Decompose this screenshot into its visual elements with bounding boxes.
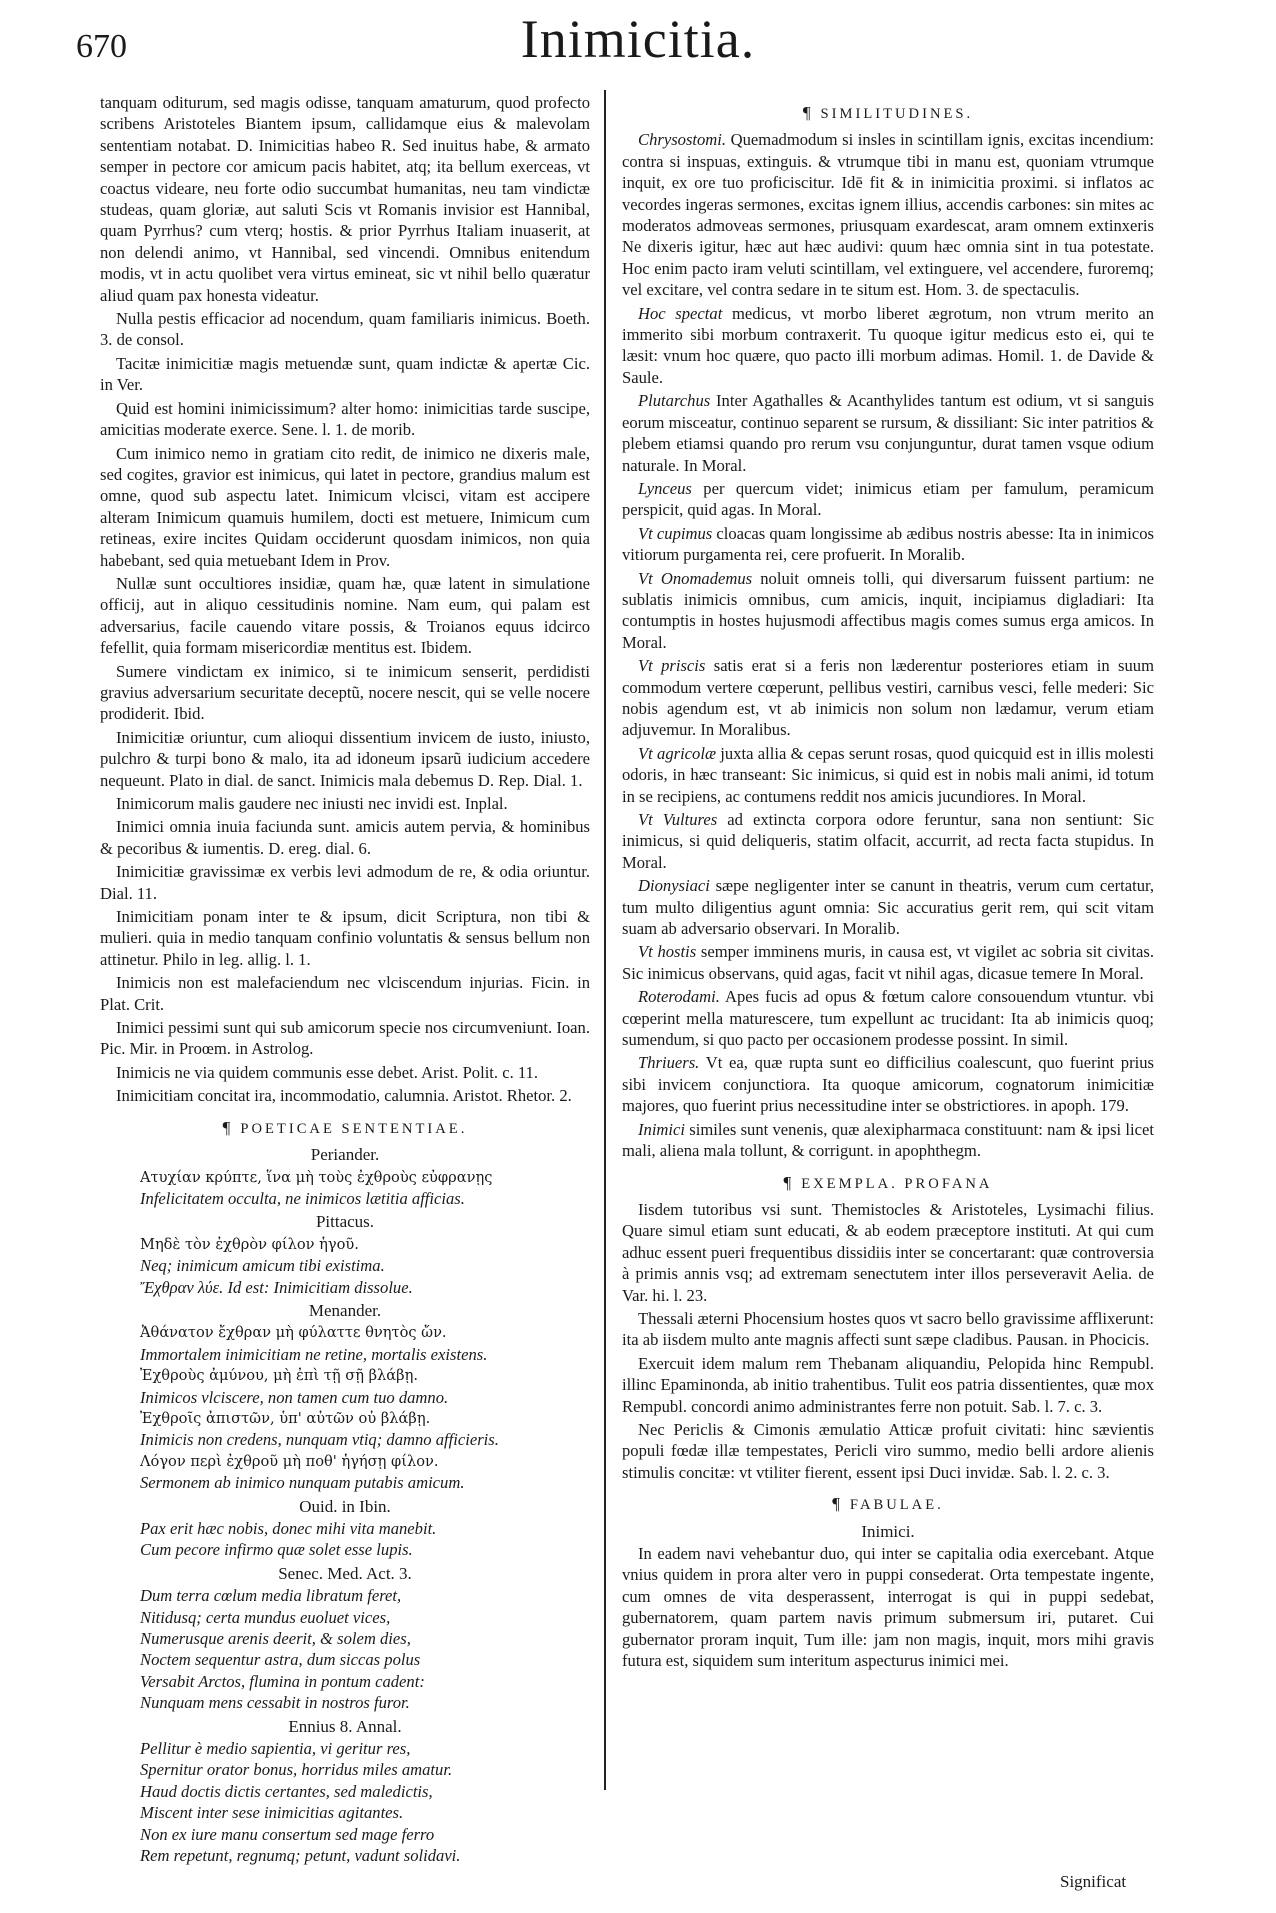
quote-paragraph: Inimici pessimi sunt qui sub amicorum specie nos circumveniunt. Ioan. Pic. Mir. in Proœm. in Astrolog.	[100, 1018, 590, 1059]
similitude-text: Apes fucis ad opus & fœtum calore consouendum vtuntur. vbi cœperint mella maturescere, tum expellunt ac trucidant: Ita ab inimicis quoq; sumendum, si quo pacto per occasionem prodesse possint. In simil.	[622, 987, 1154, 1050]
similitude-paragraph	[622, 303, 1154, 389]
verse-line: Infelicitatem occulta, ne inimicos lætitia afficias.	[140, 1188, 465, 1208]
similitude-paragraph	[622, 390, 1154, 476]
similitude-lead: Vt Onomademus	[638, 568, 753, 588]
greek-verse-line: Ἀθάνατον ἔχθραν μὴ φύλαττε θνητὸς ὤν.	[140, 1324, 447, 1342]
verse-line: Dum terra cœlum media libratum feret,	[140, 1586, 402, 1606]
quote-paragraph: Inimicis ne via quidem communis esse debet. Arist. Polit. c. 11.	[116, 1062, 539, 1082]
similitude-lead: Inimici	[638, 1119, 686, 1139]
similitude-text: per quercum videt; inimicus etiam per famulum, peramicum perspicit, quid agas. In Moral.	[622, 478, 1154, 520]
similitude-paragraph	[622, 809, 1154, 873]
similitudines-list	[622, 129, 1154, 1161]
similitude-paragraph	[622, 875, 1154, 939]
fabula-subtitle: Inimici.	[861, 1521, 915, 1541]
similitude-lead: Vt hostis	[638, 942, 697, 962]
similitude-text: Quemadmodum si insles in scintillam ignis, excitas incendium: contra si inspuas, extinguis. & vtrumque tibi in manu est, quoniam vtrumque inquit, ex ore tuo proficiscitur. Idē fit & in inimicitia proximi. si inflatos ac vecordes ingeras sermones, excitas ignem illius, accendis carbones: sin mites ac moderatos admoveas sermones, priusquam exardescat, aram omnem extinxeris Ne dixeris igitur, hæc aut hæc audivi: quum hæc omnia sint in tua potestate. Hoc enim pacto iram veluti scintillam, vel extinguere, vel accendere, furoremq; vel excitare, vel contra sedare in te situm est. Hom. 3. de spectaculis.	[622, 130, 1154, 300]
poet-name: Periander.	[310, 1145, 380, 1165]
verse-line: Rem repetunt, regnumq; petunt, vadunt solidavi.	[140, 1846, 461, 1866]
exempla-list	[622, 1199, 1154, 1483]
similitude-paragraph	[622, 655, 1154, 741]
verse-line: Noctem sequentur astra, dum siccas polus	[140, 1650, 421, 1670]
paragraph-mark-icon: ¶	[802, 103, 811, 122]
quote-paragraph: Nulla pestis efficacior ad nocendum, quam familiaris inimicus. Boeth. 3. de consol.	[100, 309, 590, 350]
quote-paragraph: Inimicitiæ gravissimæ ex verbis levi admodum de re, & odia oriuntur. Dial. 11.	[100, 862, 590, 903]
similitude-paragraph	[622, 478, 1154, 521]
quote-paragraph: Inimici omnia inuia faciunda sunt. amicis autem pervia, & hominibus & pecoribus & iumentis. D. ereg. dial. 6.	[100, 817, 590, 858]
similitude-text: noluit omneis tolli, qui diversarum fuissent partium: ne sublatis inimicis omnibus, cum amicis, inquit, incipiamus digladiari: Ita contumptis in hostes hujusmodi affectibus magis comes sumus erga amicos. In Moral.	[622, 568, 1154, 652]
similitude-lead: Vt priscis	[638, 656, 706, 676]
similitude-lead: Plutarchus	[638, 391, 711, 411]
quote-paragraph: Inimicis non est malefaciendum nec vlciscendum injurias. Ficin. in Plat. Crit.	[100, 973, 590, 1014]
quote-paragraph: Tacitæ inimicitiæ magis metuendæ sunt, quam indictæ & apertæ Cic. in Ver.	[100, 353, 590, 395]
verse-line: Nitidusq; certa mundus euoluet vices,	[140, 1607, 391, 1627]
similitude-text: semper imminens muris, in causa est, vt vigilet ac sobria sit civitas. Sic inimicus observans, quid agas, facit vt nihil agas, dicasue temere In Moral.	[622, 942, 1155, 983]
similitude-text: medicus, vt morbo liberet ægrotum, non vtrum merito an immerito sibi morbum contraxerit. Tu quoque igitur medicus esto ei, qui te læsit: vnum hoc quære, quo pacto illi morbum adimas. Homil. 1. de Davide & Saule.	[622, 303, 1154, 387]
similitude-text: Inter Agathalles & Acanthylides tantum est odium, vt si sanguis eorum misceatur, continuo separent se rursum, & dissiliant: Sic inter patritios & plebem etiamsi quando pro rerum vsu conjunguntur, durat tamen vsque odium naturale. In Moral.	[622, 391, 1154, 475]
similitude-paragraph	[622, 1119, 1154, 1162]
similitude-paragraph	[622, 743, 1154, 807]
similitude-text: ad extincta corpora odore feruntur, sana non sentiunt: Sic inimicus, si quid deliqueris, statim olfacit, accurrit, ad recta facta stupidus. In Moral.	[622, 810, 1154, 872]
similitudines-heading: ¶ SIMILITUDINES.	[802, 103, 974, 122]
exemplum-paragraph: Nec Periclis & Cimonis æmulatio Atticæ profuit civitati: hinc sævientis populi fœdæ illæ tempestates, Pericli viro summo, medio belli ardore alienis stimulis concitæ: vt vtiliter fierent, essent ipsi Duci invidæ. Sab. l. 2. c. 3.	[622, 1419, 1154, 1482]
verse-line: Sermonem ab inimico nunquam putabis amicum.	[140, 1473, 465, 1493]
similitude-lead: Hoc spectat	[638, 303, 723, 323]
poet-name: Menander.	[308, 1300, 382, 1320]
similitude-lead: Thriuers.	[638, 1053, 700, 1073]
similitude-text: satis erat si a feris non læderentur posteriores etiam in suum commodum vertere cœperunt, pellibus vestiri, carnibus vesci, felle mederi: Sic nobis agendum est, vt ab inimicis non solum non lædamur, verum etiam adjuvemur. In Moralibus.	[622, 656, 1154, 740]
verse-line: Spernitur orator bonus, horridus miles amatur.	[140, 1760, 453, 1780]
similitude-lead: Vt cupimus	[638, 523, 713, 543]
paragraph-mark-icon: ¶	[783, 1172, 792, 1192]
left-paragraphs	[100, 92, 590, 1107]
poet-name: Ouid. in Ibin.	[299, 1496, 391, 1516]
quote-paragraph: Inimicitiam ponam inter te & ipsum, dicit Scriptura, non tibi & mulieri. quia in medio tanquam confinio voluntatis & sensus bellum non attinetur. Philo in leg. allig. l. 1.	[100, 907, 590, 969]
similitude-lead: Vt Vultures	[638, 810, 718, 829]
page-number: 670	[76, 28, 127, 65]
verse-line: Cum pecore infirmo quæ solet esse lupis.	[140, 1540, 413, 1560]
fabula-text: In eadem navi vehebantur duo, qui inter se capitalia odia exercebant. Atque vnius quidem in prora alter vero in puppi consederat. Orta tempestate ingente, cum omnes de vita desperassent, interrogat is qui in puppi sedebat, gubernatorem, quam partem navis primum submersum iri, putaret. Cui gubernator proram inquit, Tum ille: jam non magis, inquit, mors mihi gravis futura est, siquidem sum interitum aspecturus inimici mei.	[622, 1544, 1154, 1671]
column-rule	[604, 90, 606, 1790]
exemplum-paragraph: Exercuit idem malum rem Thebanam aliquandiu, Pelopida hinc Rempubl. illinc Epaminonda, ab initio trahentibus. Tulit eos patria dissentientes, quæ mox Rempubl. concordi animo administrantes ferre non potuit. Sab. l. 7. c. 3.	[622, 1353, 1154, 1416]
quote-paragraph: Quid est homini inimicissimum? alter homo: inimicitias tarde suscipe, amicitias moderate exerce. Sene. l. 1. de morib.	[100, 398, 590, 440]
poet-name: Pittacus.	[315, 1212, 375, 1232]
similitude-text: sæpe negligenter inter se canunt in theatris, verum cum certatur, tum multo diligentius agunt omnia: Sic accuratius gerit rem, qui scit vitam suam ab adversario observari. In Moralib.	[622, 876, 1154, 939]
greek-verse-line: Ἐχθροὺς ἀμύνου, μὴ ἐπὶ τῇ σῇ βλάβῃ.	[140, 1367, 418, 1385]
poet-name: Senec. Med. Act. 3.	[278, 1563, 412, 1583]
greek-verse-line: Ατυχίαν κρύπτε, ἵνα μὴ τοὺς ἐχθροὺς εὐφρανῃς	[140, 1168, 493, 1186]
verse-line: Pax erit hæc nobis, donec mihi vita manebit.	[140, 1519, 437, 1538]
similitude-paragraph	[622, 568, 1154, 654]
verse-line: Miscent inter sese inimicitias agitantes.	[140, 1803, 404, 1823]
verse-line: Inimicos vlciscere, non tamen cum tuo damno.	[140, 1387, 449, 1407]
poetic-heading: ¶ POETICAE SENTENTIAE.	[222, 1117, 468, 1137]
verse-line: Ἔχθραν λύε. Id est: Inimicitiam dissolue.	[140, 1277, 413, 1297]
verse-line: Non ex iure manu consertum sed mage ferro	[140, 1824, 435, 1844]
greek-verse-line: Ἐχθροῖς ἀπιστῶν, ὑπ' αὐτῶν οὐ βλάβῃ.	[140, 1409, 431, 1427]
left-column	[100, 92, 590, 1867]
similitude-text: similes sunt venenis, quæ alexipharmaca constituunt: nam & ipsi licet mali, aliena mala tollunt, & corrigunt. in apophthegm.	[622, 1119, 1154, 1161]
verse-line: Versabit Arctos, flumina in pontum cadent:	[140, 1671, 425, 1691]
verse-line: Pellitur è medio sapientia, vi geritur res,	[140, 1739, 411, 1759]
greek-verse-line: Μηδὲ τὸν ἐχθρὸν φίλον ἡγοῦ.	[140, 1235, 359, 1253]
similitude-text: cloacas quam longissime ab ædibus nostris abesse: Ita in inimicos vitiorum purgamenta rei, cere profuerit. In Moralib.	[622, 523, 1154, 565]
verse-line: Neq; inimicum amicum tibi existima.	[140, 1256, 385, 1276]
greek-verse-line: Λόγον περὶ ἐχθροῦ μὴ ποθ' ἡγήσῃ φίλον.	[140, 1452, 439, 1470]
fabulae-heading: ¶ FABULAE.	[832, 1494, 944, 1514]
right-column	[622, 92, 1154, 1673]
verse-line: Inimicis non credens, nunquam vtiq; damno afficieris.	[140, 1430, 499, 1450]
exemplum-paragraph: Iisdem tutoribus vsi sunt. Themistocles & Aristoteles, Lysimachi filius. Quare simul etiam sunt educati, & ab eodem præceptore instituti. At qui cum adhuc essent pueri frequentibus dissidiis inter se concertarant: quæ controversia à primis annis vsq; ad extremam senectutem inter illos perseveravit Aelia. de Var. hi. l. 23.	[622, 1199, 1154, 1305]
exemplum-paragraph: Thessali æterni Phocensium hostes quos vt sacro bello gravissime afflixerunt: ita ab iisdem multo ante magnis affecti sunt sæpe cladibus. Pausan. in Phocicis.	[622, 1308, 1154, 1350]
similitude-lead: Lynceus	[638, 478, 692, 498]
exempla-heading: ¶ EXEMPLA. PROFANA	[783, 1172, 993, 1192]
paragraph-mark-icon: ¶	[222, 1117, 231, 1137]
catchword: Significat	[1060, 1872, 1127, 1891]
similitude-lead: Dionysiaci	[638, 876, 710, 896]
similitude-lead: Chrysostomi.	[638, 130, 727, 150]
similitude-paragraph	[622, 1052, 1154, 1116]
similitude-paragraph	[622, 523, 1154, 566]
quote-paragraph: Inimicitiæ oriuntur, cum alioqui dissentium invicem de iusto, iniusto, pulchro & turpi bono & malo, ita ad idoneum ipsarũ iudicium accedere nequeunt. Plato in dial. de sanct. Inimicis mala debemus D. Rep. Dial. 1.	[100, 727, 590, 790]
similitude-lead: Roterodami.	[638, 987, 720, 1007]
poet-name: Ennius 8. Annal.	[288, 1716, 402, 1736]
similitude-paragraph	[622, 941, 1154, 984]
quote-paragraph: Sumere vindictam ex inimico, si te inimicum senserit, perdidisti gravius adversarium securitate deceptũ, nocere nescit, qui se velle nocere prodiderit. Ibid.	[100, 661, 590, 724]
similitude-lead: Vt agricolæ	[638, 743, 717, 763]
quote-paragraph: Inimicitiam concitat ira, incommodatio, calumnia. Aristot. Rhetor. 2.	[116, 1086, 572, 1106]
verse-line: Nunquam mens cessabit in nostros furor.	[140, 1693, 410, 1713]
verse-line: Numerusque arenis deerit, & solem dies,	[140, 1629, 411, 1649]
quote-paragraph: Cum inimico nemo in gratiam cito redit, de inimico ne dixeris male, sed cogites, gravior est inimicus, qui latet in pectore, grandius malum est omne, quod sub aspectu latet. Inimicum vlcisci, vitam est accipere alteram Inimicum quamuis humilem, docti est metuere, Inimicum cum retineas, exire incites Quidam occiderunt quosdam inimicos, non quia habebant, sed quia metuebant Idem in Prov.	[100, 443, 590, 570]
running-head: Inimicitia.	[520, 9, 756, 69]
verse-line: Haud doctis dictis certantes, sed maledictis,	[140, 1781, 433, 1801]
poetic-sentences	[100, 1144, 590, 1866]
quote-paragraph: Nullæ sunt occultiores insidiæ, quam hæ, quæ latent in simulatione officij, aut in aliquo cessitudinis nomine. Nam eum, qui palam est adversarius, facile cauendo vitare possis, & Troianos equus idcirco fefellit, quia formam misericordiæ mentitus est. Ibidem.	[100, 573, 590, 658]
similitude-paragraph	[622, 986, 1154, 1050]
similitude-text: juxta allia & cepas serunt rosas, quod quicquid est in illis molesti odoris, in hæc transeant: Sic inimicus, si quid est in nobis mali animi, id totum in se recipiens, ac contumens reddit nos amicis jucundiores. In Moral.	[622, 743, 1154, 806]
similitude-paragraph	[622, 129, 1154, 300]
similitude-text: Vt ea, quæ rupta sunt eo difficilius coalescunt, quo fuerint prius sibi invicem conjunctiora. Ita quoque amicorum, cognatorum inimicitiæ majores, quo fuerint prius necessitudine inter se obstrictiores. in apoph. 179.	[622, 1053, 1154, 1116]
quote-paragraph: Inimicorum malis gaudere nec iniusti nec invidi est. Inplal.	[116, 794, 508, 813]
paragraph-mark-icon: ¶	[832, 1494, 840, 1514]
verse-line: Immortalem inimicitiam ne retine, mortalis existens.	[140, 1344, 488, 1364]
quote-paragraph: tanquam oditurum, sed magis odisse, tanquam amaturum, quod profecto scribens Aristoteles Biantem ipsum, callidamque eius & malevolam sententiam notabat. D. Inimicitias habeo R. Sed inuitus habe, & armato semper in pectore cor amicum pacis habitet, atq; ita bellum exerceas, vt coactus videare, neu forte odio succumbat humanitas, neu tam vindictæ studeas, quam gloriæ, aut saluti Scis vt Romanis invisior est Hannibal, quam Pyrrhus? cum vterq; hostis. & prior Pyrrhus Italiam inuaserit, at non delendi animo, vt Hannibal, sed vincendi. Omnibus enitendum modis, vt in actu quolibet vera virtus emineat, sic vt nihil bello quæratur aliud quam pax honesta videatur.	[100, 93, 590, 305]
